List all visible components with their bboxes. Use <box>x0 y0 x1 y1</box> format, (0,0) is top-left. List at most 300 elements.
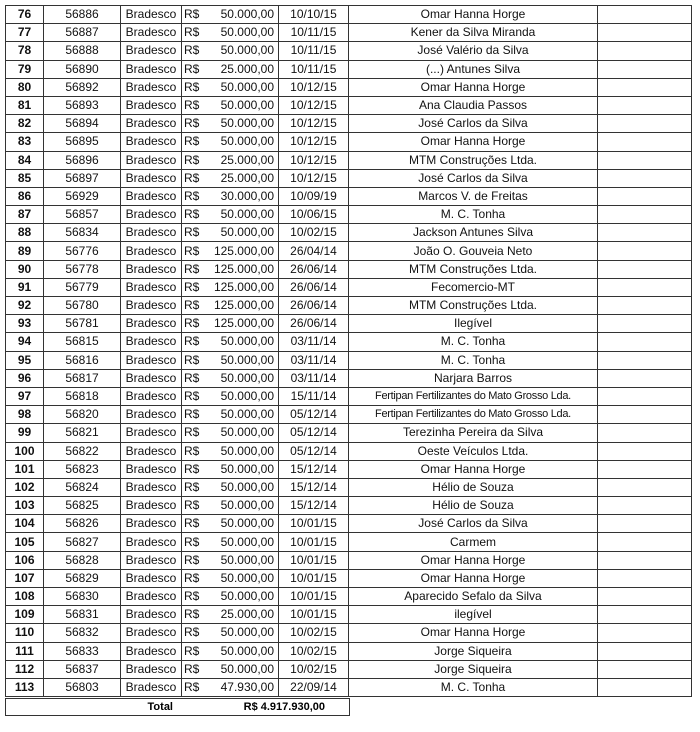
amount-cell <box>182 24 279 42</box>
cheque-number-cell: 56888 <box>44 42 121 60</box>
table-row <box>6 533 692 551</box>
amount-cell <box>182 624 279 642</box>
notes-cell <box>598 151 692 169</box>
bank-cell: Bradesco <box>121 460 182 478</box>
cheque-number-cell: 56897 <box>44 169 121 187</box>
table-row <box>6 515 692 533</box>
bank-cell: Bradesco <box>121 96 182 114</box>
amount-cell <box>182 533 279 551</box>
currency-symbol: R$ <box>184 116 200 131</box>
amount-cell <box>182 133 279 151</box>
payee-cell: (...) Antunes Silva <box>349 60 598 78</box>
date-cell: 22/09/14 <box>279 678 349 696</box>
bank-cell: Bradesco <box>121 42 182 60</box>
cheque-number-cell: 56821 <box>44 424 121 442</box>
payee-cell: Omar Hanna Horge <box>349 460 598 478</box>
notes-cell <box>598 42 692 60</box>
bank-cell: Bradesco <box>121 406 182 424</box>
currency-symbol: R$ <box>184 243 200 258</box>
payee-cell: Hélio de Souza <box>349 478 598 496</box>
notes-cell <box>598 297 692 315</box>
amount-cell <box>182 224 279 242</box>
row-number-cell: 80 <box>6 78 44 96</box>
table-row <box>6 24 692 42</box>
cheque-number-cell: 56894 <box>44 115 121 133</box>
payee-cell: Fertipan Fertilizantes do Mato Grosso Lda. <box>349 406 598 424</box>
date-cell: 26/04/14 <box>279 242 349 260</box>
table-row <box>6 678 692 696</box>
bank-cell: Bradesco <box>121 187 182 205</box>
row-number-cell: 79 <box>6 60 44 78</box>
row-number-cell: 98 <box>6 406 44 424</box>
cheque-number-cell: 56892 <box>44 78 121 96</box>
notes-cell <box>598 533 692 551</box>
cheque-number-cell: 56833 <box>44 642 121 660</box>
table-row <box>6 315 692 333</box>
cheque-number-cell: 56825 <box>44 497 121 515</box>
payee-cell: Hélio de Souza <box>349 497 598 515</box>
row-number-cell: 93 <box>6 315 44 333</box>
date-cell: 10/01/15 <box>279 533 349 551</box>
amount-value: 125.000,00 <box>213 298 274 313</box>
date-cell: 10/10/15 <box>279 6 349 24</box>
amount-value: 25.000,00 <box>220 607 274 622</box>
cheque-number-cell: 56886 <box>44 6 121 24</box>
row-number-cell: 90 <box>6 260 44 278</box>
notes-cell <box>598 569 692 587</box>
cheque-number-cell: 56929 <box>44 187 121 205</box>
date-cell: 10/11/15 <box>279 42 349 60</box>
payee-cell: Oeste Veículos Ltda. <box>349 442 598 460</box>
table-row <box>6 169 692 187</box>
cheque-number-cell: 56822 <box>44 442 121 460</box>
row-number-cell: 82 <box>6 115 44 133</box>
amount-value: 50.000,00 <box>220 334 274 349</box>
cheque-number-cell: 56827 <box>44 533 121 551</box>
bank-cell: Bradesco <box>121 351 182 369</box>
cheque-number-cell: 56803 <box>44 678 121 696</box>
row-number-cell: 76 <box>6 6 44 24</box>
currency-symbol: R$ <box>184 152 200 167</box>
cheque-number-cell: 56817 <box>44 369 121 387</box>
amount-value: 50.000,00 <box>220 25 274 40</box>
table-row <box>6 442 692 460</box>
currency-symbol: R$ <box>184 479 200 494</box>
table-row <box>6 206 692 224</box>
notes-cell <box>598 442 692 460</box>
amount-cell <box>182 260 279 278</box>
row-number-cell: 100 <box>6 442 44 460</box>
notes-cell <box>598 224 692 242</box>
date-cell: 10/12/15 <box>279 115 349 133</box>
cheque-number-cell: 56816 <box>44 351 121 369</box>
currency-symbol: R$ <box>184 443 200 458</box>
notes-cell <box>598 78 692 96</box>
cheque-number-cell: 56779 <box>44 278 121 296</box>
amount-value: 50.000,00 <box>220 534 274 549</box>
amount-value: 50.000,00 <box>220 589 274 604</box>
payee-cell: ilegível <box>349 606 598 624</box>
row-number-cell: 103 <box>6 497 44 515</box>
payee-cell: José Valério da Silva <box>349 42 598 60</box>
bank-cell: Bradesco <box>121 133 182 151</box>
payee-cell: Omar Hanna Horge <box>349 133 598 151</box>
payee-cell: Ana Claudia Passos <box>349 96 598 114</box>
amount-cell <box>182 242 279 260</box>
date-cell: 05/12/14 <box>279 442 349 460</box>
payee-cell: M. C. Tonha <box>349 333 598 351</box>
cheque-number-cell: 56837 <box>44 660 121 678</box>
amount-cell <box>182 387 279 405</box>
notes-cell <box>598 369 692 387</box>
notes-cell <box>598 351 692 369</box>
date-cell: 10/12/15 <box>279 78 349 96</box>
payee-cell: M. C. Tonha <box>349 206 598 224</box>
row-number-cell: 89 <box>6 242 44 260</box>
amount-value: 50.000,00 <box>220 498 274 513</box>
payee-cell: Omar Hanna Horge <box>349 6 598 24</box>
payee-cell: José Carlos da Silva <box>349 115 598 133</box>
date-cell: 10/01/15 <box>279 588 349 606</box>
payee-cell: Ilegível <box>349 315 598 333</box>
table-row <box>6 424 692 442</box>
date-cell: 10/12/15 <box>279 151 349 169</box>
row-number-cell: 83 <box>6 133 44 151</box>
amount-value: 50.000,00 <box>220 516 274 531</box>
bank-cell: Bradesco <box>121 569 182 587</box>
currency-symbol: R$ <box>184 79 200 94</box>
date-cell: 15/12/14 <box>279 497 349 515</box>
date-cell: 10/06/15 <box>279 206 349 224</box>
cheque-number-cell: 56829 <box>44 569 121 587</box>
payee-cell: Omar Hanna Horge <box>349 569 598 587</box>
amount-cell <box>182 515 279 533</box>
table-row <box>6 551 692 569</box>
total-label: Total <box>147 701 173 714</box>
amount-cell <box>182 169 279 187</box>
currency-symbol: R$ <box>184 207 200 222</box>
currency-symbol: R$ <box>184 407 200 422</box>
bank-cell: Bradesco <box>121 115 182 133</box>
amount-cell <box>182 78 279 96</box>
cheque-number-cell: 56834 <box>44 224 121 242</box>
amount-cell <box>182 660 279 678</box>
payee-cell: Kener da Silva Miranda <box>349 24 598 42</box>
amount-value: 50.000,00 <box>220 425 274 440</box>
currency-symbol: R$ <box>184 425 200 440</box>
table-body <box>6 6 692 697</box>
notes-cell <box>598 660 692 678</box>
notes-cell <box>598 606 692 624</box>
date-cell: 10/09/19 <box>279 187 349 205</box>
table-row <box>6 624 692 642</box>
table-row <box>6 606 692 624</box>
amount-cell <box>182 42 279 60</box>
row-number-cell: 112 <box>6 660 44 678</box>
amount-value: 50.000,00 <box>220 98 274 113</box>
currency-symbol: R$ <box>184 389 200 404</box>
table-row <box>6 406 692 424</box>
row-number-cell: 94 <box>6 333 44 351</box>
payee-cell: José Carlos da Silva <box>349 169 598 187</box>
table-row <box>6 42 692 60</box>
payee-cell: Jorge Siqueira <box>349 642 598 660</box>
bank-cell: Bradesco <box>121 206 182 224</box>
bank-cell: Bradesco <box>121 169 182 187</box>
amount-cell <box>182 406 279 424</box>
amount-value: 50.000,00 <box>220 643 274 658</box>
currency-symbol: R$ <box>184 607 200 622</box>
amount-cell <box>182 206 279 224</box>
amount-value: 50.000,00 <box>220 570 274 585</box>
cheque-number-cell: 56890 <box>44 60 121 78</box>
notes-cell <box>598 460 692 478</box>
total-value: R$ 4.917.930,00 <box>243 701 325 714</box>
cheque-number-cell: 56832 <box>44 624 121 642</box>
row-number-cell: 102 <box>6 478 44 496</box>
date-cell: 15/11/14 <box>279 387 349 405</box>
currency-symbol: R$ <box>184 516 200 531</box>
amount-cell <box>182 569 279 587</box>
payee-cell: MTM Construções Ltda. <box>349 151 598 169</box>
payee-cell: Marcos V. de Freitas <box>349 187 598 205</box>
bank-cell: Bradesco <box>121 297 182 315</box>
amount-cell <box>182 369 279 387</box>
cheque-number-cell: 56896 <box>44 151 121 169</box>
row-number-cell: 81 <box>6 96 44 114</box>
table-row <box>6 333 692 351</box>
table-row <box>6 588 692 606</box>
date-cell: 05/12/14 <box>279 424 349 442</box>
currency-symbol: R$ <box>184 298 200 313</box>
cheque-number-cell: 56826 <box>44 515 121 533</box>
cheque-number-cell: 56831 <box>44 606 121 624</box>
payee-cell: Omar Hanna Horge <box>349 551 598 569</box>
payee-cell: Fertipan Fertilizantes do Mato Grosso Lda. <box>349 387 598 405</box>
currency-symbol: R$ <box>184 589 200 604</box>
bank-cell: Bradesco <box>121 242 182 260</box>
currency-symbol: R$ <box>184 98 200 113</box>
payee-cell: MTM Construções Ltda. <box>349 297 598 315</box>
amount-value: 50.000,00 <box>220 352 274 367</box>
table-row <box>6 369 692 387</box>
bank-cell: Bradesco <box>121 333 182 351</box>
notes-cell <box>598 642 692 660</box>
table-row <box>6 96 692 114</box>
row-number-cell: 104 <box>6 515 44 533</box>
row-number-cell: 97 <box>6 387 44 405</box>
notes-cell <box>598 588 692 606</box>
table-row <box>6 460 692 478</box>
notes-cell <box>598 551 692 569</box>
amount-cell <box>182 678 279 696</box>
notes-cell <box>598 24 692 42</box>
row-number-cell: 95 <box>6 351 44 369</box>
amount-cell <box>182 460 279 478</box>
bank-cell: Bradesco <box>121 606 182 624</box>
date-cell: 03/11/14 <box>279 333 349 351</box>
row-number-cell: 105 <box>6 533 44 551</box>
notes-cell <box>598 424 692 442</box>
notes-cell <box>598 624 692 642</box>
row-number-cell: 78 <box>6 42 44 60</box>
bank-cell: Bradesco <box>121 78 182 96</box>
bank-cell: Bradesco <box>121 260 182 278</box>
bank-cell: Bradesco <box>121 151 182 169</box>
payee-cell: José Carlos da Silva <box>349 515 598 533</box>
cheque-number-cell: 56830 <box>44 588 121 606</box>
amount-value: 30.000,00 <box>220 188 274 203</box>
notes-cell <box>598 315 692 333</box>
bank-cell: Bradesco <box>121 369 182 387</box>
payee-cell: Jackson Antunes Silva <box>349 224 598 242</box>
payee-cell: MTM Construções Ltda. <box>349 260 598 278</box>
amount-value: 50.000,00 <box>220 134 274 149</box>
amount-cell <box>182 478 279 496</box>
notes-cell <box>598 133 692 151</box>
cheque-number-cell: 56776 <box>44 242 121 260</box>
cheque-number-cell: 56824 <box>44 478 121 496</box>
currency-symbol: R$ <box>184 680 200 695</box>
table-row <box>6 60 692 78</box>
amount-value: 125.000,00 <box>213 279 274 294</box>
currency-symbol: R$ <box>184 43 200 58</box>
payee-cell: Omar Hanna Horge <box>349 624 598 642</box>
payee-cell: Terezinha Pereira da Silva <box>349 424 598 442</box>
row-number-cell: 111 <box>6 642 44 660</box>
amount-cell <box>182 497 279 515</box>
row-number-cell: 106 <box>6 551 44 569</box>
table-row <box>6 187 692 205</box>
currency-symbol: R$ <box>184 534 200 549</box>
date-cell: 10/02/15 <box>279 660 349 678</box>
date-cell: 26/06/14 <box>279 260 349 278</box>
amount-cell <box>182 315 279 333</box>
payee-cell: João O. Gouveia Neto <box>349 242 598 260</box>
amount-cell <box>182 6 279 24</box>
date-cell: 10/11/15 <box>279 60 349 78</box>
cheque-number-cell: 56895 <box>44 133 121 151</box>
bank-cell: Bradesco <box>121 624 182 642</box>
notes-cell <box>598 206 692 224</box>
table-row <box>6 78 692 96</box>
notes-cell <box>598 187 692 205</box>
bank-cell: Bradesco <box>121 588 182 606</box>
date-cell: 26/06/14 <box>279 315 349 333</box>
amount-cell <box>182 588 279 606</box>
cheque-number-cell: 56887 <box>44 24 121 42</box>
amount-value: 50.000,00 <box>220 7 274 22</box>
amount-value: 125.000,00 <box>213 261 274 276</box>
amount-cell <box>182 187 279 205</box>
currency-symbol: R$ <box>184 661 200 676</box>
row-number-cell: 101 <box>6 460 44 478</box>
row-number-cell: 110 <box>6 624 44 642</box>
amount-value: 47.930,00 <box>220 680 274 695</box>
bank-cell: Bradesco <box>121 315 182 333</box>
table-row <box>6 351 692 369</box>
currency-symbol: R$ <box>184 25 200 40</box>
notes-cell <box>598 478 692 496</box>
date-cell: 03/11/14 <box>279 369 349 387</box>
amount-value: 50.000,00 <box>220 461 274 476</box>
notes-cell <box>598 387 692 405</box>
date-cell: 10/12/15 <box>279 133 349 151</box>
currency-symbol: R$ <box>184 498 200 513</box>
amount-cell <box>182 60 279 78</box>
amount-value: 50.000,00 <box>220 225 274 240</box>
notes-cell <box>598 169 692 187</box>
currency-symbol: R$ <box>184 7 200 22</box>
row-number-cell: 86 <box>6 187 44 205</box>
amount-cell <box>182 278 279 296</box>
amount-cell <box>182 606 279 624</box>
date-cell: 10/11/15 <box>279 24 349 42</box>
currency-symbol: R$ <box>184 225 200 240</box>
amount-value: 50.000,00 <box>220 116 274 131</box>
bank-cell: Bradesco <box>121 533 182 551</box>
cheque-number-cell: 56820 <box>44 406 121 424</box>
row-number-cell: 99 <box>6 424 44 442</box>
row-number-cell: 84 <box>6 151 44 169</box>
date-cell: 15/12/14 <box>279 460 349 478</box>
amount-cell <box>182 642 279 660</box>
table-row <box>6 478 692 496</box>
currency-symbol: R$ <box>184 188 200 203</box>
notes-cell <box>598 333 692 351</box>
table-row <box>6 260 692 278</box>
amount-value: 50.000,00 <box>220 389 274 404</box>
cheque-number-cell: 56828 <box>44 551 121 569</box>
payee-cell: Aparecido Sefalo da Silva <box>349 588 598 606</box>
bank-cell: Bradesco <box>121 551 182 569</box>
currency-symbol: R$ <box>184 643 200 658</box>
bank-cell: Bradesco <box>121 424 182 442</box>
currency-symbol: R$ <box>184 261 200 276</box>
amount-value: 125.000,00 <box>213 243 274 258</box>
table-row <box>6 278 692 296</box>
total-row <box>5 698 350 716</box>
amount-value: 25.000,00 <box>220 170 274 185</box>
notes-cell <box>598 515 692 533</box>
table-row <box>6 115 692 133</box>
bank-cell: Bradesco <box>121 6 182 24</box>
amount-cell <box>182 151 279 169</box>
amount-cell <box>182 551 279 569</box>
amount-value: 50.000,00 <box>220 407 274 422</box>
payee-cell: M. C. Tonha <box>349 678 598 696</box>
currency-symbol: R$ <box>184 570 200 585</box>
date-cell: 15/12/14 <box>279 478 349 496</box>
notes-cell <box>598 242 692 260</box>
notes-cell <box>598 406 692 424</box>
notes-cell <box>598 115 692 133</box>
row-number-cell: 88 <box>6 224 44 242</box>
row-number-cell: 77 <box>6 24 44 42</box>
table-row <box>6 497 692 515</box>
row-number-cell: 113 <box>6 678 44 696</box>
currency-symbol: R$ <box>184 316 200 331</box>
payee-cell: M. C. Tonha <box>349 351 598 369</box>
currency-symbol: R$ <box>184 552 200 567</box>
amount-value: 50.000,00 <box>220 79 274 94</box>
amount-value: 50.000,00 <box>220 370 274 385</box>
cheque-number-cell: 56818 <box>44 387 121 405</box>
notes-cell <box>598 497 692 515</box>
date-cell: 10/12/15 <box>279 169 349 187</box>
bank-cell: Bradesco <box>121 60 182 78</box>
payee-cell: Fecomercio-MT <box>349 278 598 296</box>
